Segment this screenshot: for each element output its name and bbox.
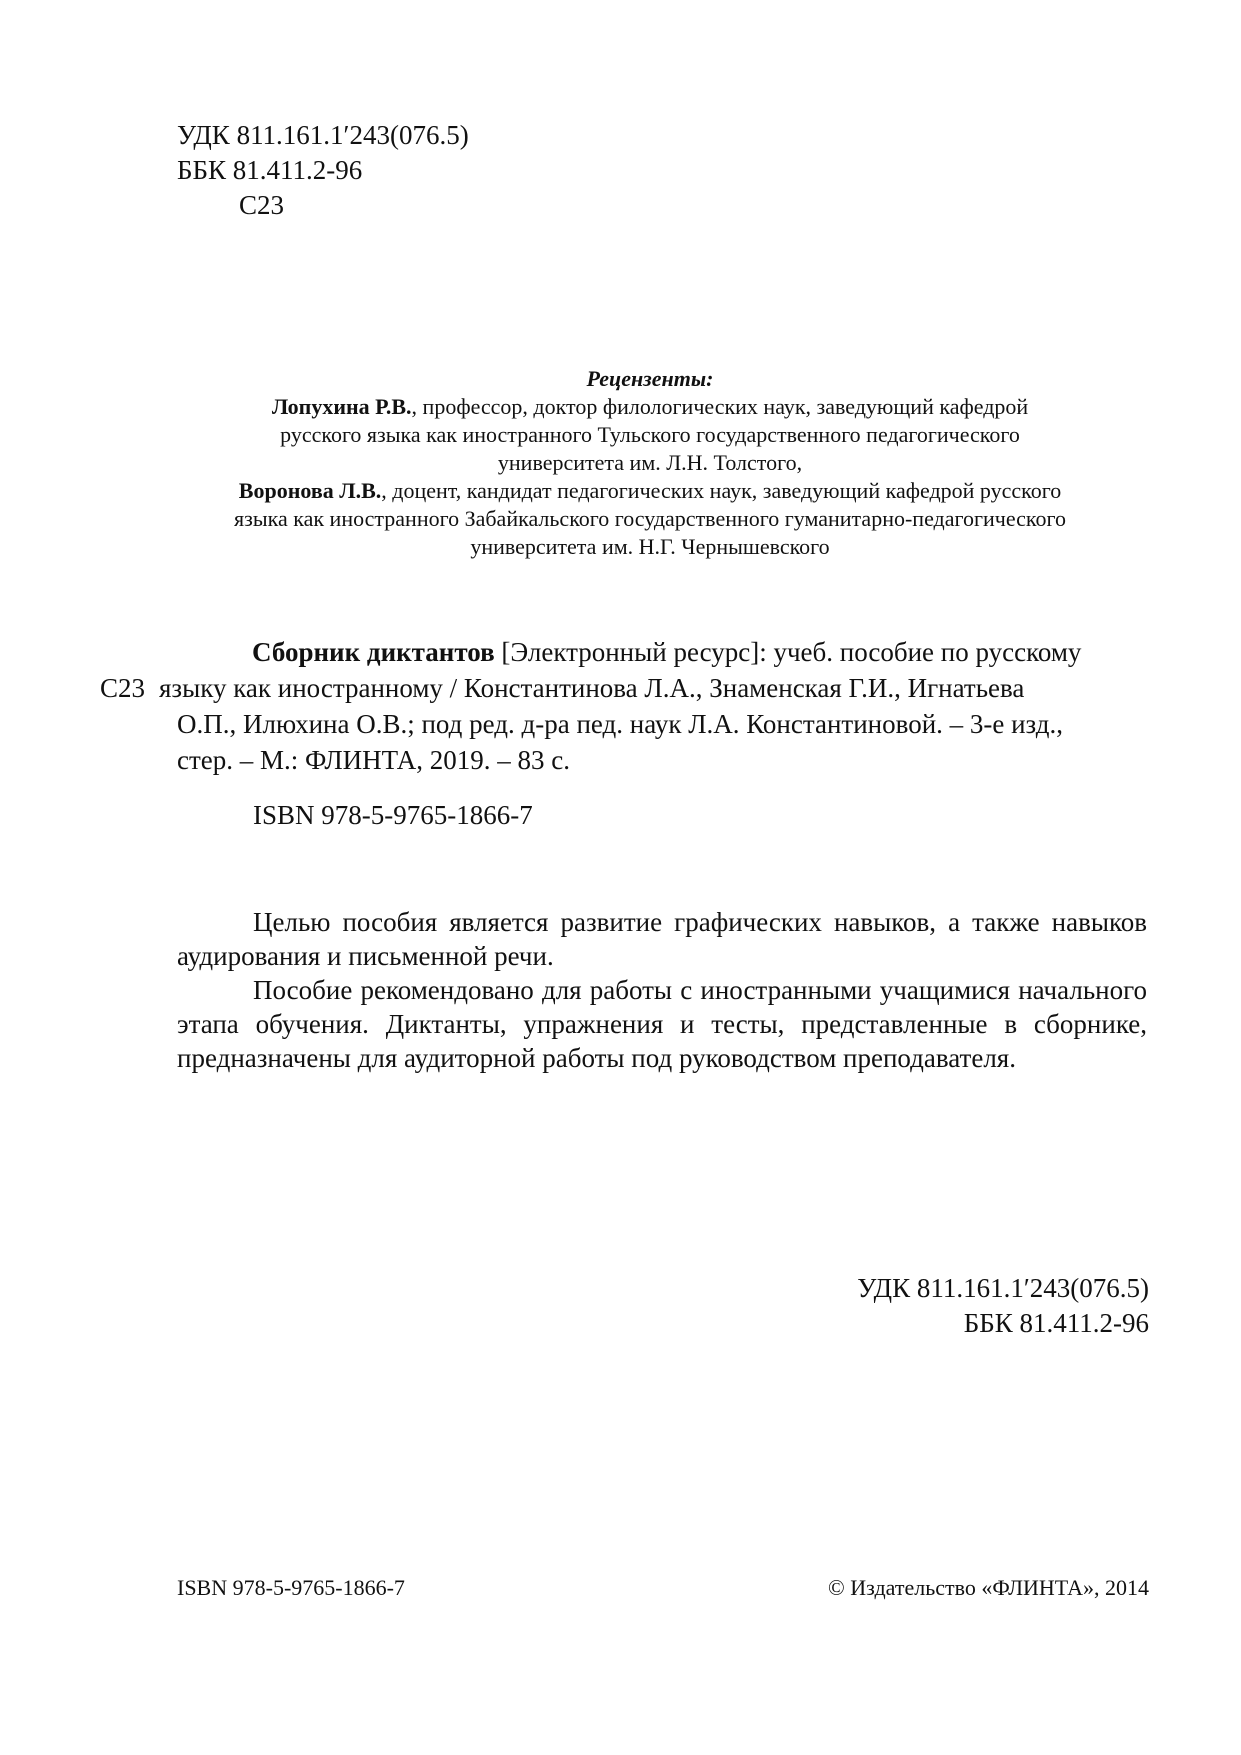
annotation-paragraph-2: Пособие рекомендовано для работы с иностранными учащимися начального этапа обучения. Диктанты, упражнения и тесты, представленные в сборнике, предназначены для аудиторной работы под руководством преподавателя. xyxy=(177,975,1147,1073)
reviewer-1-line-1 xyxy=(150,393,1150,421)
biblio-line-1-rest: [Электронный ресурс]: учеб. пособие по русскому xyxy=(494,637,1082,667)
biblio-line-2-text: языку как иностранному / Константинова Л.А., Знаменская Г.И., Игнатьева xyxy=(159,673,1025,703)
udk-code-bottom: УДК 811.161.1′243(076.5) xyxy=(857,1273,1149,1303)
biblio-line-3: О.П., Илюхина О.В.; под ред. д-ра пед. наук Л.А. Константиновой. – 3-е изд., xyxy=(177,709,1063,739)
udk-code: УДК 811.161.1′243(076.5) xyxy=(177,120,469,150)
classification-codes-bottom xyxy=(857,1271,1149,1341)
reviewer-1-name: Лопухина Р.В. xyxy=(271,394,412,419)
annotation-paragraph-1: Целью пособия является развитие графических навыков, а также навыков аудирования и письменной речи. xyxy=(177,907,1147,971)
reviewer-2-line-3: университета им. Н.Г. Чернышевского xyxy=(470,534,830,559)
author-mark: С23 xyxy=(239,190,285,220)
reviewer-1-title: , профессор, доктор филологических наук, заведующий кафедрой xyxy=(411,394,1029,419)
classification-codes-top xyxy=(177,118,469,223)
annotation xyxy=(177,905,1147,1075)
bibliographic-entry xyxy=(100,634,1160,778)
footer-isbn: ISBN 978-5-9765-1866-7 xyxy=(177,1575,405,1600)
reviewer-2-line-2: языка как иностранного Забайкальского государственного гуманитарно-педагогического xyxy=(234,506,1066,531)
biblio-line-2 xyxy=(100,670,1160,706)
reviewers-heading: Рецензенты: xyxy=(586,366,714,391)
bbk-code: ББК 81.411.2-96 xyxy=(177,155,363,185)
biblio-line-1 xyxy=(100,634,1160,670)
biblio-author-mark: С23 xyxy=(100,673,146,703)
reviewer-2-title: , доцент, кандидат педагогических наук, заведующий кафедрой русского xyxy=(381,478,1062,503)
reviewers-block xyxy=(150,365,1150,561)
reviewer-1-line-2: русского языка как иностранного Тульского государственного педагогического xyxy=(280,422,1020,447)
reviewer-1-line-3: университета им. Л.Н. Толстого, xyxy=(497,450,803,475)
book-title: Сборник диктантов xyxy=(252,637,495,667)
reviewer-2-line-1 xyxy=(150,477,1150,505)
bbk-code-bottom: ББК 81.411.2-96 xyxy=(963,1308,1149,1338)
isbn-entry: ISBN 978-5-9765-1866-7 xyxy=(253,800,533,830)
reviewer-2-name: Воронова Л.В. xyxy=(238,478,382,503)
biblio-line-4: стер. – М.: ФЛИНТА, 2019. – 83 с. xyxy=(177,745,571,775)
footer-copyright: © Издательство «ФЛИНТА», 2014 xyxy=(828,1575,1149,1600)
